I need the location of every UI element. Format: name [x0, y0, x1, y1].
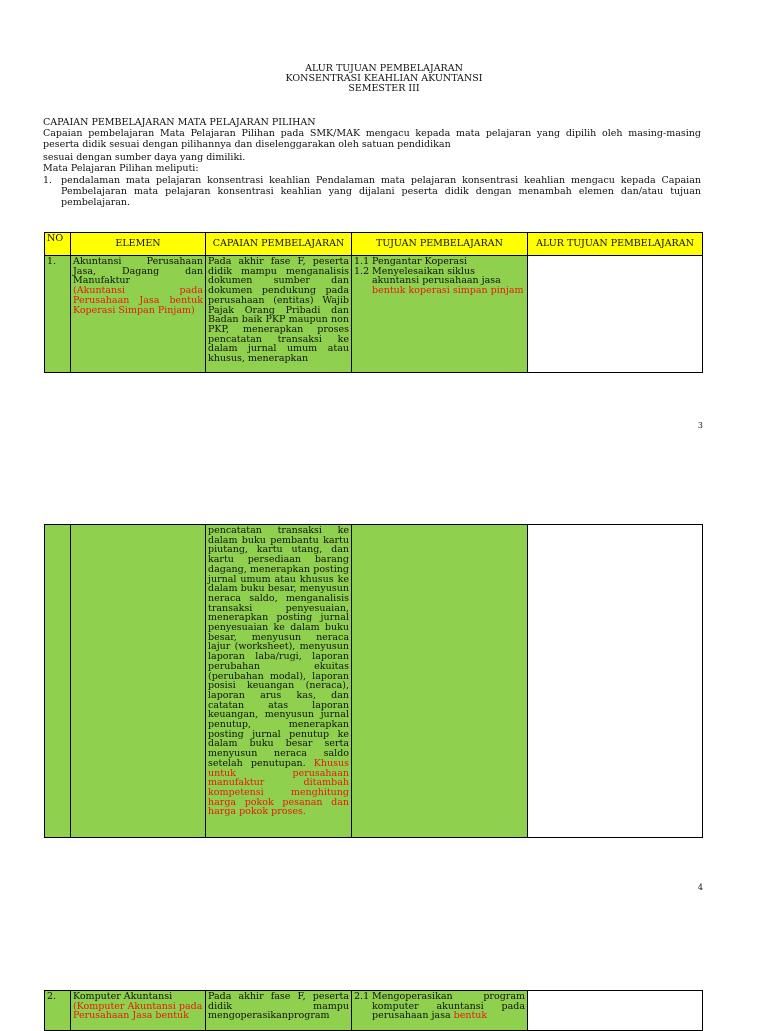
row-number: 2.	[45, 991, 71, 1031]
capaian-cell: Pada akhir fase F, peserta didik mampu menganalisis dokumen sumber dan dokumen pendukung pada perusahaan (entitas) Wajib Pajak Orang Pribadi dan Badan baik PKP maupun non PKP, menerapkan proses pencatatan transaksi ke dalam jurnal umum atau khusus, menerapkan	[206, 256, 352, 373]
intro-paragraph-2: sesuai dengan sumber daya yang dimiliki.	[43, 152, 246, 163]
capaian-cell: Pada akhir fase F, peserta didik mampu mengoperasikanprogram	[206, 991, 352, 1031]
doc-title-line3: SEMESTER III	[348, 83, 420, 94]
tujuan-num: 1.1	[354, 256, 370, 267]
learning-table	[44, 232, 703, 373]
header-capaian: CAPAIAN PEMBELAJARAN	[206, 233, 352, 256]
elemen-cell	[71, 991, 206, 1031]
page-number: 4	[697, 883, 703, 892]
row-number: 1.	[45, 256, 71, 373]
intro-paragraph-1: Capaian pembelajaran Mata Pelajaran Pilihan pada SMK/MAK mengacu kepada mata pelajaran yang dipilih oleh masing-masing peserta didik sesuai dengan pilihannya dan diselenggarakan oleh satuan pendidikan	[43, 128, 701, 150]
doc-title-line2: KONSENTRASI KEAHLIAN AKUNTANSI	[285, 73, 483, 84]
elemen-text: Komputer Akuntansi	[73, 991, 173, 1002]
alur-cell	[528, 991, 703, 1031]
tujuan-text: Menyelesaikan siklus akuntansi perusahaan jasa	[372, 265, 501, 287]
section-heading: CAPAIAN PEMBELAJARAN MATA PELAJARAN PILIHAN	[43, 117, 316, 128]
learning-table-page5	[44, 990, 703, 1031]
doc-title-line1: ALUR TUJUAN PEMBELAJARAN	[305, 63, 463, 74]
elemen-cell	[71, 256, 206, 373]
tujuan-text: Pengantar Koperasi	[372, 256, 467, 267]
tujuan-cell	[352, 256, 528, 373]
table-row	[45, 525, 703, 838]
elemen-note: (Komputer Akuntansi pada Perusahaan Jasa bentuk	[73, 1000, 203, 1022]
header-tujuan: TUJUAN PEMBELAJARAN	[352, 233, 528, 256]
tujuan-text-wrap	[372, 267, 525, 296]
list-number: 1.	[43, 175, 53, 186]
header-elemen: ELEMEN	[71, 233, 206, 256]
elemen-cell	[71, 525, 206, 838]
table-row	[45, 991, 703, 1031]
header-alur: ALUR TUJUAN PEMBELAJARAN	[528, 233, 703, 256]
alur-cell	[528, 525, 703, 838]
tujuan-note: bentuk koperasi simpan pinjam	[372, 285, 524, 297]
tujuan-item	[354, 267, 525, 296]
capaian-cell	[206, 525, 352, 838]
alur-cell	[528, 256, 703, 373]
intro-paragraph-3: Mata Pelajaran Pilihan meliputi:	[43, 163, 199, 174]
tujuan-text: Mengoperasikan program komputer akuntansi pada perusahaan jasa	[372, 991, 525, 1022]
capaian-text: pencatatan transaksi ke dalam buku pembantu kartu piutang, kartu utang, dan kartu persediaan barang dagang, menerapkan posting jurnal umum atau khusus ke dalam buku besar, menyusun neraca saldo, menganalisis transaksi penyesuaian, menerapkan posting jurnal penyesuaian ke dalam buku besar, menyusun neraca lajur (worksheet), menyusun laporan laba/rugi, laporan perubahan ekuitas (perubahan modal), laporan posisi keuangan (neraca), laporan arus kas, dan catatan atas laporan keuangan, menyusun jurnal penutup, menerapkan posting jurnal penutup ke dalam buku besar serta menyusun neraca saldo setelah penutupan.	[208, 525, 349, 769]
tujuan-num: 1.2	[354, 265, 370, 277]
elemen-note: (Akuntansi pada Perusahaan Jasa bentuk Koperasi Simpan Pinjam)	[73, 285, 203, 316]
intro-list-item	[43, 175, 701, 208]
tujuan-cell	[352, 525, 528, 838]
tujuan-cell	[352, 991, 528, 1031]
table-row	[45, 256, 703, 373]
tujuan-text-wrap	[372, 992, 525, 1021]
header-no: NO	[45, 233, 71, 256]
page-number: 3	[697, 421, 703, 430]
tujuan-item	[354, 992, 525, 1021]
list-text: pendalaman mata pelajaran konsentrasi keahlian Pendalaman mata pelajaran konsentrasi keahlian mengacu kepada Capaian Pembelajaran mata pelajaran konsentrasi keahlian yang dijalani peserta didik dengan menambah elemen dan/atau tujuan pembelajaran.	[61, 175, 701, 208]
row-number	[45, 525, 71, 838]
elemen-text: Akuntansi Perusahaan Jasa, Dagang dan Manufaktur	[73, 256, 203, 287]
learning-table-continued	[44, 524, 703, 838]
tujuan-note: bentuk	[453, 1010, 488, 1022]
capaian-note: Khusus untuk perusahaan manufaktur ditambah kompetensi menghitung harga pokok pesanan dan harga pokok proses.	[208, 757, 349, 818]
tujuan-num: 2.1	[354, 991, 370, 1002]
